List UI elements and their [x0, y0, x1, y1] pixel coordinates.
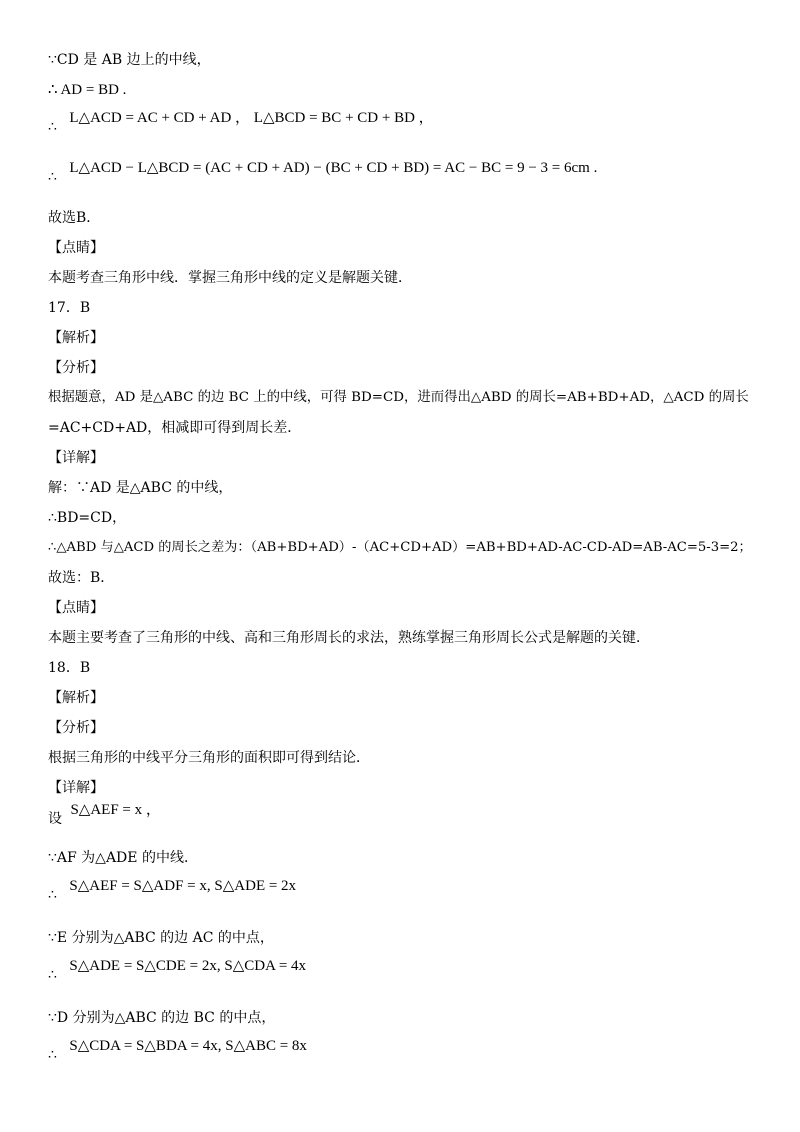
math-line-with-mark: [48, 158, 748, 185]
math-line-with-mark: [48, 108, 748, 135]
text-line: 根据三角形的中线平分三角形的面积即可得到结论．: [48, 750, 370, 766]
therefore-mark: ∴: [48, 1047, 57, 1063]
section-heading: 【点睛】: [48, 600, 104, 616]
text-line: ∴△ABD 与△ACD 的周长之差为：（AB+BD+AD）-（AC+CD+AD）=AB+BD+AD-AC-CD-AD=AB-AC=5-3=2；: [48, 540, 752, 555]
text-line: ∵E 分别为△ABC 的边 AC 的中点，: [48, 930, 274, 946]
text-line: 解：∵AD 是△ABC 的中线，: [48, 480, 233, 496]
text-line: 本题考查三角形中线．掌握三角形中线的定义是解题关键．: [48, 270, 412, 286]
math-line-with-mark: [48, 1036, 307, 1063]
formula: S△CDA = S△BDA = 4x, S△ABC = 8x: [69, 1038, 307, 1054]
section-heading: 【详解】: [48, 780, 104, 796]
text-line: 故选：B．: [48, 570, 115, 586]
text-line: 根据题意，AD 是△ABC 的边 BC 上的中线，可得 BD=CD，进而得出△ABD 的周长=AB+BD+AD，△ACD 的周长: [48, 390, 749, 405]
section-heading: 【解析】: [48, 690, 104, 706]
section-heading: 【解析】: [48, 330, 104, 346]
formula: L△ACD = AC + CD + AD ， L△BCD = BC + CD + BD ，: [69, 110, 434, 126]
therefore-mark: ∴: [48, 169, 57, 185]
therefore-mark: ∴: [48, 119, 57, 135]
therefore-mark: ∴: [48, 967, 57, 983]
text-line: ∵D 分别为△ABC 的边 BC 的中点，: [48, 1010, 276, 1026]
question-number: 17．B: [48, 300, 91, 316]
set-mark: 设: [48, 811, 62, 827]
text-line: ∵CD 是 AB 边上的中线，: [48, 52, 211, 68]
text-line: ∵AF 为△ADE 的中线．: [48, 850, 198, 866]
text-line: 故选B．: [48, 210, 101, 226]
text-line: 本题主要考查了三角形的中线、高和三角形周长的求法，熟练掌握三角形周长公式是解题的关键．: [48, 630, 650, 646]
question-number: 18．B: [48, 660, 91, 676]
formula: S△AEF = x ，: [70, 802, 161, 818]
text-line: =AC+CD+AD，相减即可得到周长差．: [48, 420, 302, 436]
formula: S△ADE = S△CDE = 2x, S△CDA = 4x: [69, 958, 307, 974]
section-heading: 【分析】: [48, 720, 104, 736]
text-line: ∴BD=CD，: [48, 510, 127, 526]
section-heading: 【点睛】: [48, 240, 104, 256]
math-line: ∴ AD = BD .: [48, 82, 127, 98]
math-line-with-mark: [48, 876, 297, 903]
section-heading: 【分析】: [48, 360, 104, 376]
formula: S△AEF = S△ADF = x, S△ADE = 2x: [69, 878, 297, 894]
section-heading: 【详解】: [48, 450, 104, 466]
formula: L△ACD − L△BCD = (AC + CD + AD) − (BC + CD + BD) = AC − BC = 9 − 3 = 6cm .: [69, 160, 598, 176]
therefore-mark: ∴: [48, 887, 57, 903]
math-line-with-mark: [48, 800, 161, 827]
math-line-with-mark: [48, 956, 307, 983]
